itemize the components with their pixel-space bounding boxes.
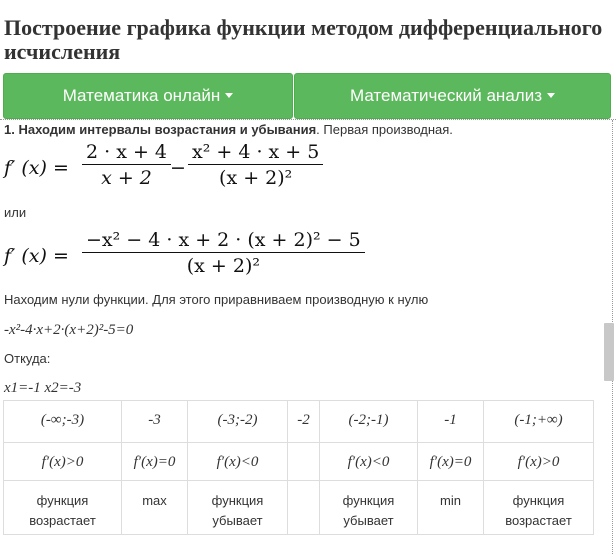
caret-down-icon (225, 93, 233, 98)
formula-1-lhs: f′ (x) = (4, 157, 69, 179)
derivative-equation: -x²-4·x+2·(x+2)²-5=0 (4, 322, 134, 338)
derivative-formula-1 (4, 141, 344, 201)
table-row-intervals (4, 401, 594, 443)
table-cell (288, 443, 320, 481)
formula-2-numerator: −x² − 4 · x + 2 · (x + 2)² − 5 (86, 229, 361, 251)
whence-label: Откуда: (4, 351, 51, 366)
formula-1-fraction-2-numerator: x² + 4 · x + 5 (192, 141, 320, 163)
step-heading (4, 122, 453, 137)
table-cell: функция убывает (320, 481, 418, 535)
math-online-label: Математика онлайн (62, 86, 221, 105)
math-online-dropdown-button[interactable] (3, 73, 293, 119)
table-cell: -1 (418, 401, 484, 443)
table-cell: (-∞;-3) (4, 401, 122, 443)
table-cell: f′(x)=0 (418, 443, 484, 481)
table-cell: f′(x)>0 (484, 443, 594, 481)
formula-1-fraction-2 (188, 141, 323, 189)
table-cell: f′(x)=0 (122, 443, 188, 481)
derivative-formula-2 (4, 229, 364, 289)
formula-2-fraction (82, 229, 365, 277)
formula-2-lhs: f′ (x) = (4, 245, 69, 267)
table-cell: f′(x)<0 (320, 443, 418, 481)
intervals-table (3, 400, 594, 535)
table-cell: max (122, 481, 188, 535)
formula-2-denominator: (x + 2)² (186, 255, 260, 277)
table-cell: (-3;-2) (188, 401, 288, 443)
table-cell (288, 481, 320, 535)
formula-1-fraction-1 (82, 141, 171, 189)
formula-1-fraction-1-denominator: x + 2 (101, 167, 152, 189)
zeros-instruction: Находим нули функции. Для этого приравниваем производную к нулю (4, 292, 429, 307)
table-cell: -3 (122, 401, 188, 443)
table-cell: функция возрастает (484, 481, 594, 535)
table-row-derivative-sign (4, 443, 594, 481)
formula-1-fraction-1-numerator: 2 · x + 4 (86, 141, 168, 163)
table-cell: функция убывает (188, 481, 288, 535)
table-cell: -2 (288, 401, 320, 443)
math-analysis-dropdown-button[interactable] (294, 73, 611, 119)
step-heading-rest: . Первая производная. (316, 122, 453, 137)
step-heading-bold: 1. Находим интервалы возрастания и убывания (4, 122, 317, 137)
formula-1-fraction-2-denominator: (x + 2)² (219, 167, 293, 189)
page-title: Построение графика функции методом дифференциального исчисления (4, 15, 603, 64)
table-cell: функция возрастает (4, 481, 122, 535)
table-row-behavior (4, 481, 594, 535)
scrollbar-thumb[interactable] (604, 323, 614, 381)
math-analysis-label: Математический анализ (349, 86, 542, 105)
or-label: или (4, 205, 27, 220)
table-cell: min (418, 481, 484, 535)
table-cell: (-2;-1) (320, 401, 418, 443)
table-cell: f′(x)<0 (188, 443, 288, 481)
formula-1-minus: − (170, 157, 186, 179)
caret-down-icon (547, 93, 555, 98)
table-cell: f′(x)>0 (4, 443, 122, 481)
roots-line: x1=-1 x2=-3 (4, 380, 82, 396)
table-cell: (-1;+∞) (484, 401, 594, 443)
nav-bar (3, 73, 611, 119)
